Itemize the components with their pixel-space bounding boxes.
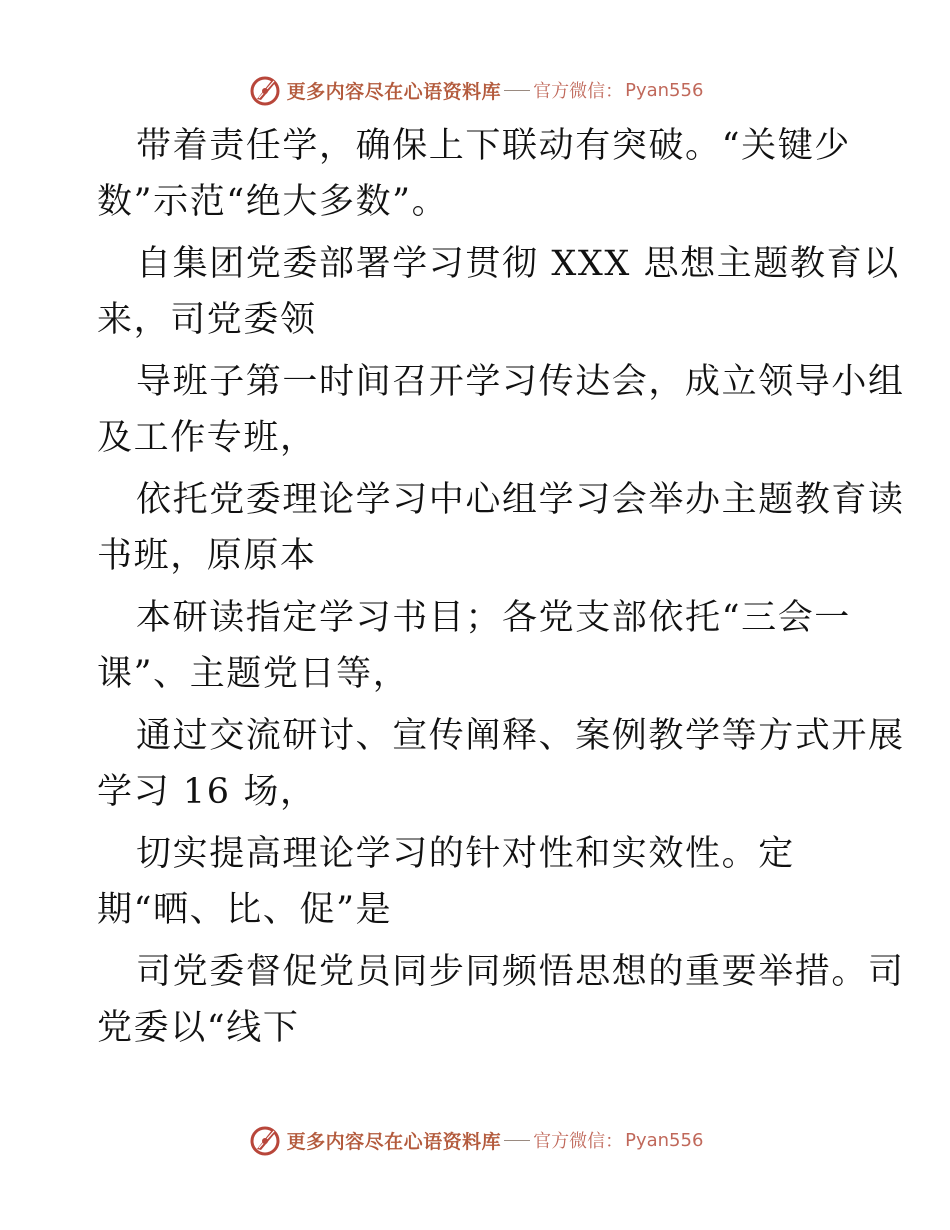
body-line-3: 自集团党委部署学习贯彻 XXX 思想主题教育以 xyxy=(136,244,900,284)
body-line-11: 通过交流研讨、宣传阐释、案例教学等方式开展 xyxy=(136,716,905,756)
banner-title: 更多内容尽在心语资料库 xyxy=(286,80,502,103)
body-line-15: 司党委督促党员同步同频悟思想的重要举措。司 xyxy=(136,952,905,992)
body-line-2: 数”示范“绝大多数”。 xyxy=(97,182,449,222)
body-line-7: 依托党委理论学习中心组学习会举办主题教育读 xyxy=(136,480,905,520)
footer-banner-wechat-label: 官方微信： xyxy=(533,1131,624,1152)
body-line-6: 及工作专班， xyxy=(97,418,317,458)
footer-banner-wechat-id: Pyan556 xyxy=(625,1129,704,1151)
body-line-5: 导班子第一时间召开学习传达会，成立领导小组 xyxy=(136,362,905,402)
quill-circle-logo-icon xyxy=(247,1122,283,1158)
header-banner xyxy=(0,68,950,112)
body-line-4: 来，司党委领 xyxy=(97,300,317,340)
body-line-10: 课”、主题党日等， xyxy=(97,654,410,694)
quill-circle-logo-icon xyxy=(247,72,283,108)
footer-banner xyxy=(0,1118,950,1162)
banner-dash-divider xyxy=(504,90,530,91)
body-line-13: 切实提高理论学习的针对性和实效性。定 xyxy=(136,834,795,874)
body-line-14: 期“晒、比、促”是 xyxy=(97,890,393,930)
body-line-16: 党委以“线下 xyxy=(97,1008,300,1048)
banner-wechat-id: Pyan556 xyxy=(625,79,704,101)
footer-banner-dash-divider xyxy=(504,1140,530,1141)
body-line-8: 书班，原原本 xyxy=(97,536,317,576)
body-line-12: 学习 16 场， xyxy=(97,772,317,812)
body-line-9: 本研读指定学习书目；各党支部依托“三会一 xyxy=(136,598,851,638)
banner-wechat-label: 官方微信： xyxy=(533,81,624,102)
footer-banner-title: 更多内容尽在心语资料库 xyxy=(286,1130,502,1153)
body-line-1: 带着责任学，确保上下联动有突破。“关键少 xyxy=(136,126,851,166)
